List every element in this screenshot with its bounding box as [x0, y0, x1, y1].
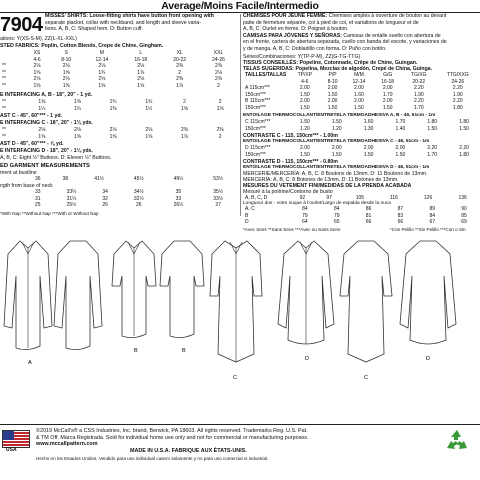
size-number: 12-14 — [95, 56, 109, 63]
merceria-text: MERCERÍA: A, B, C: 8 Botones de 13mm. D: 11 Botones de 13mm. — [243, 177, 399, 183]
table-row: A 115cm*** 2.00 2.00 2.00 2.00 2.20 2.20 — [245, 85, 463, 92]
shirt-drawings — [0, 236, 480, 406]
mesures-sub: Mesuré à la poitrine/Contorno de busto — [243, 189, 333, 195]
tissus-text: TISSUS CONSEILLÉS: Popeline, Cotonnade, Crêpe de Chine, Guingan. — [243, 60, 418, 66]
telas-text: TELAS SUGERIDAS: Popelina, Mezclas de algodón, Crepé de China, Guinga. — [243, 66, 433, 72]
yardage-table-left — [0, 50, 238, 90]
garment-measure-sub: ment at bustline — [0, 170, 37, 176]
view-a-label: A — [28, 360, 32, 366]
table-row: 25 25½ 26 26 26½ 27 — [35, 202, 221, 209]
garment-measure-title: ED GARMENT MEASUREMENTS — [0, 163, 90, 169]
view-b-label: B — [134, 348, 138, 354]
view-c-label-2: C — [364, 375, 368, 381]
table-row: 150cm*** 1.50 1.50 1.50 1.50 1.70 1.80 — [245, 104, 463, 111]
recycle-icon — [444, 428, 470, 452]
table-row: 33 33¼ 34 34½ 35 35½ — [35, 189, 223, 195]
description-line: tions. A, B, C: Shaped hem. D: Button cuff. — [45, 26, 143, 33]
table-row: ** 1⅝ 1⅝ 1¾ 1¾ 2 2 — [2, 99, 222, 105]
spanish-footer: Hecho en los Estados Unidos. Vendido para uso individual casero solamente y no para uso comercial ni industrial. — [36, 456, 269, 461]
copyright-line: ©2019 McCall's® a CSS Industries, Inc. brand, Berwick, PA 18603. All rights reserved. Trademarks Reg. U.S. Pat. — [36, 428, 308, 434]
made-in-text: MADE IN U.S.A. FABRIQUE AUX ÉTATS-UNIS. — [130, 448, 247, 454]
table-row: C 115cm*** 1.50 1.50 1.60 1.70 1.80 1.80 — [245, 119, 469, 125]
page-title: Average/Moins Facile/Intermedio — [161, 0, 319, 12]
table-row: B 79 79 81 83 84 85 — [245, 212, 467, 219]
shirt-d-back — [400, 241, 456, 344]
flag-label: USA — [6, 447, 17, 453]
table-row: ** 1⅝ 1⅝ 1⅝ 1⅝ 1⅞ 2 — [2, 133, 222, 140]
longueur-table — [243, 206, 480, 226]
size-header: M — [99, 50, 104, 56]
table-row: D 115cm*** 2.00 2.00 2.00 2.00 2.20 2.20 — [245, 145, 469, 151]
nap-note-fr: *Avec Sens **Sans Sens ***Avec ou Sans Sens — [243, 227, 341, 232]
view-b-label-2: B — [182, 348, 186, 354]
size-number: 8-10 — [61, 56, 72, 63]
description-line: MISSES' SHIRTS: Loose-fitting shirts have button front opening with — [45, 13, 214, 19]
table-row: B 115cm*** 2.00 2.00 2.00 2.00 2.20 2.20 — [245, 98, 463, 105]
table-row: 150cm*** 1.20 1.20 1.30 1.40 1.50 1.50 — [245, 125, 469, 132]
copyright-line: & TM Off. Marca Registrada. Sold for individual home use only and not for commercial or manufacturing purposes. — [36, 434, 309, 441]
combos-text: Séries/Combinaciones: Y(TP-P-M), ZZ(G-TG-TTG) — [243, 54, 361, 60]
size-header: XS — [33, 50, 41, 56]
contrast-d: AST D - 45", 60"*** - ⅞ yd. — [0, 141, 64, 147]
interfacing-ab: E INTERFACING A, B - 18", 20" - 1 yd. — [0, 92, 93, 98]
interfacing-c: E INTERFACING C - 18", 20" - 1⅛ yds. — [0, 120, 93, 126]
entoilage-d: ENTOILAGE THERMOCOLLANT/ENTRETELA TERMOADHESIVA D - 46, 51cm - 1m — [243, 165, 430, 170]
table-row: D 64 65 66 66 67 69 — [245, 219, 467, 226]
shirt-c-back — [340, 241, 392, 362]
description-block — [45, 13, 238, 33]
flag-icon — [2, 430, 30, 448]
nap-note-es: *Con Pelillo **Sin Pelillo ***Con o Sin — [390, 227, 466, 232]
notions-text: A, B, C: Eight ½" Buttons. D: Eleven ½" Buttons. — [0, 155, 112, 161]
size-number: 16-18 — [134, 56, 148, 63]
website-link[interactable]: www.mccallpattern.com — [36, 441, 98, 448]
size-number: 4-6 — [33, 56, 41, 63]
yardage-table-right: TAILLES/TALLAS TP/XP P/P M/M G/G TG/XG TTG/XXG 4-6 8-10 12-14 16-18 20-22 24-26 A 115cm*** 2.00 2.00 2.00 2.00 2.20 2.20 150cm*** 1.50 1.50 1.60 1.70 1.90 1.90 B 115cm*** 2.00 2.00 2.00 2.00 2.20 2.20 150cm*** 1.50 1.50 1.50 1.50 1.70 1.80 — [243, 72, 480, 112]
table-row: ** 2⅛ 2⅛ 2⅛ 2⅛ 2⅜ 2⅜ — [2, 63, 222, 70]
shirt-c-front — [210, 241, 262, 362]
table-row: ** 1⅝ 1⅝ 1¾ 1⅞ 2 2⅛ — [2, 69, 222, 76]
shirt-d-front — [278, 241, 334, 344]
interfacing-d: E INTERFACING D - 18", 20" - 1⅛ yds. — [0, 148, 93, 154]
longueur-label: Longueur dos - votre nuque à l'ourlet/Largo de espalda desde la nuca — [243, 201, 391, 206]
entoilage-table — [243, 119, 480, 132]
shirt-a-front — [4, 241, 52, 350]
contraste-d: CONTRASTE D - 115, 150cm*** - 0.80m — [243, 159, 338, 165]
pattern-number: 7904 — [0, 14, 43, 36]
table-row: A, C 84 84 86 87 89 90 — [245, 206, 467, 212]
footer-rule — [0, 424, 480, 425]
shirt-b-front — [112, 241, 156, 338]
bust-table — [0, 176, 238, 183]
mercerie-text: MERCERIE/MERCERÍA: A, B, C: 8 Boutons de 13mm. D: 11 Boutons de 13mm. — [243, 171, 428, 177]
table-row: ** 2⅛ 2⅛ 2⅛ 2⅛ 2⅜ 2⅜ — [2, 127, 224, 133]
contrast-c: AST C - 45", 60"*** - 1 yd. — [0, 113, 63, 119]
size-header: XL — [176, 50, 183, 56]
table-row: 31 31¼ 32 32½ 33 33½ — [35, 195, 223, 202]
table-row: ** 1¼ 1¼ 1⅜ 1½ 1⅝ 1⅝ — [2, 105, 224, 112]
copyright-block — [36, 428, 436, 448]
contraste-c: CONTRASTE C - 115, 150cm*** - 1.00m — [243, 133, 338, 139]
size-header: L — [139, 50, 143, 56]
size-header: S — [64, 50, 68, 56]
size-number: 20-22 — [173, 56, 187, 63]
spanish-title: CAMISAS PARA JÓVENES Y SEÑORAS: — [243, 32, 342, 39]
table-row: 150cm*** 1.50 1.50 1.60 1.70 1.90 1.90 — [245, 91, 463, 98]
contrast-table — [0, 127, 238, 140]
length-label: ngth from base of neck — [0, 183, 53, 189]
table-row: A, B, C, D 92 97 105 116 126 136 — [245, 195, 467, 201]
table-row: ** 2⅛ 2⅛ 2⅛ 2⅛ 2⅜ 2⅜ — [2, 76, 222, 83]
fabrics-text: STED FABRICS: Poplin, Cotton Blends, Crepe de Chine, Gingham. — [0, 43, 164, 49]
french-description: CHEMISES POUR JEUNE FEMME: Chemises amples à ouverture de bouton au devant patte de fermeture séparée, col à pied de col, et variations de longueur et de A, B, C: Ourlet en forme. D: Poignet à bouton. CAMISAS PARA JÓVENES Y SEÑORAS: Camisas de entalle suelto con abertura de en el frente, cartera de abertura separada, cuello con banda del escote, y variaciones de y de manga. A, B, C: Dobladillo con forma. D: Puño con botón. — [243, 13, 447, 52]
table-row: 36 38 41½ 45½ 49½ 53½ — [35, 176, 223, 182]
length-table — [0, 189, 238, 209]
view-d-label: D — [305, 356, 309, 362]
table-row: 150cm*** 1.50 1.50 1.50 1.50 1.70 1.80 — [245, 151, 469, 158]
shirt-b-back — [160, 241, 204, 338]
mesures-title: MESURES DU VETEMENT FINI/MEDIDAS DE LA PRENDA ACABADA — [243, 183, 412, 189]
shirt-a-back — [54, 241, 102, 350]
size-number: 24-26 — [212, 56, 225, 63]
view-c-label: C — [233, 375, 237, 381]
size-header: XXL — [213, 50, 224, 56]
contraste-table — [243, 145, 480, 158]
view-d-label-2: D — [426, 356, 430, 362]
entoilage-c: ENTOILAGE THERMOCOLLANT/ENTRETELA TERMOADHESIVA C - 46, 51cm - 1m — [243, 139, 430, 144]
table-row: ** 1⅝ 1⅝ 1⅝ 1⅝ 1⅞ 2 — [2, 82, 220, 89]
french-title: CHEMISES POUR JEUNE FEMME: — [243, 13, 328, 19]
combinations-text: ations: Y(XS-S-M), ZZ(L-XL-XXL) — [0, 36, 77, 42]
interfacing-table — [0, 99, 238, 112]
column-divider — [240, 14, 241, 216]
entoilage-ab: ENTOILAGE THERMOCOLLANT/ENTRETELA TERMOADHESIVA A, B - 46, 51cm - 1m — [243, 113, 436, 118]
nap-note: *With Nap **Without Nap ***With or Without Nap — [0, 211, 99, 216]
description-line: separate placket, collar with neckband, and length and sleeve varia- — [45, 19, 202, 26]
